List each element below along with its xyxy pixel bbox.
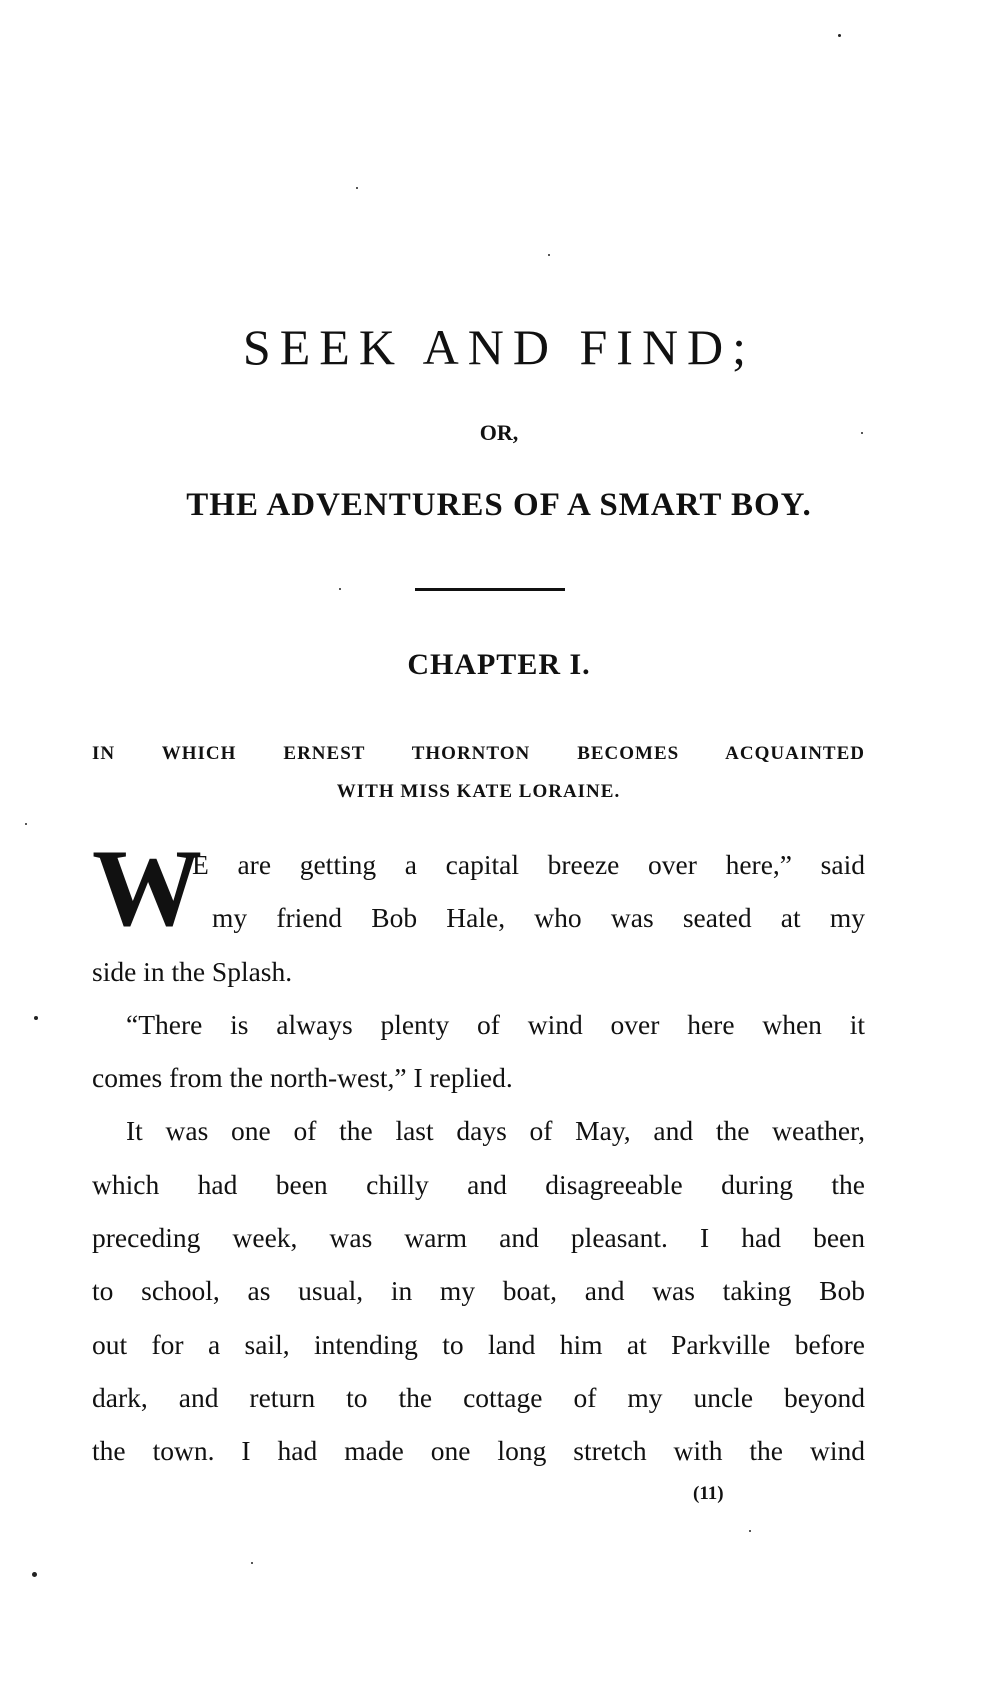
scan-speck: [34, 1016, 38, 1020]
book-subtitle: THE ADVENTURES OF A SMART BOY.: [186, 487, 812, 523]
text-line: dark, and return to the cottage of my uncle beyond: [92, 1381, 865, 1413]
drop-cap: W: [92, 827, 202, 949]
scan-speck: [32, 1572, 37, 1577]
chapter-description-line: IN WHICH ERNEST THORNTON BECOMES ACQUAINTED: [92, 743, 865, 764]
text-line: my friend Bob Hale, who was seated at my: [212, 902, 865, 934]
book-title: SEEK AND FIND;: [242, 319, 756, 375]
paragraph: [92, 827, 865, 998]
title-rule: [415, 588, 565, 591]
scan-speck: [356, 187, 358, 189]
scan-speck: [838, 34, 841, 37]
scan-speck: [548, 254, 550, 256]
scan-speck: [251, 1562, 253, 1564]
text-line: “There is always plenty of wind over here when it: [126, 1008, 865, 1040]
text-line: preceding week, was warm and pleasant. I had been: [92, 1222, 865, 1254]
chapter-description-line: WITH MISS KATE LORAINE.: [336, 781, 621, 802]
text-line: which had been chilly and disagreeable during the: [92, 1168, 865, 1200]
chapter-description: [92, 735, 865, 811]
scan-speck: [25, 823, 27, 825]
scan-speck: [339, 588, 341, 590]
text-line: the town. I had made one long stretch with the wind: [92, 1435, 865, 1467]
text-line: out for a sail, intending to land him at Parkville before: [92, 1328, 865, 1360]
page-number: (11): [693, 1483, 724, 1504]
text-line: comes from the north-west,” I replied.: [92, 1062, 513, 1094]
paragraph: [92, 998, 865, 1105]
chapter-heading: CHAPTER I.: [407, 648, 591, 681]
scan-speck: [749, 1530, 751, 1532]
text-line: It was one of the last days of May, and the weather,: [126, 1115, 865, 1147]
text-line: E are getting a capital breeze over here,” said: [192, 849, 865, 880]
text-line: side in the Splash.: [92, 955, 293, 987]
chapter-body: [92, 827, 865, 1478]
paragraph: [92, 1104, 865, 1477]
text-line: to school, as usual, in my boat, and was taking Bob: [92, 1275, 865, 1307]
title-connector: OR,: [479, 420, 519, 445]
